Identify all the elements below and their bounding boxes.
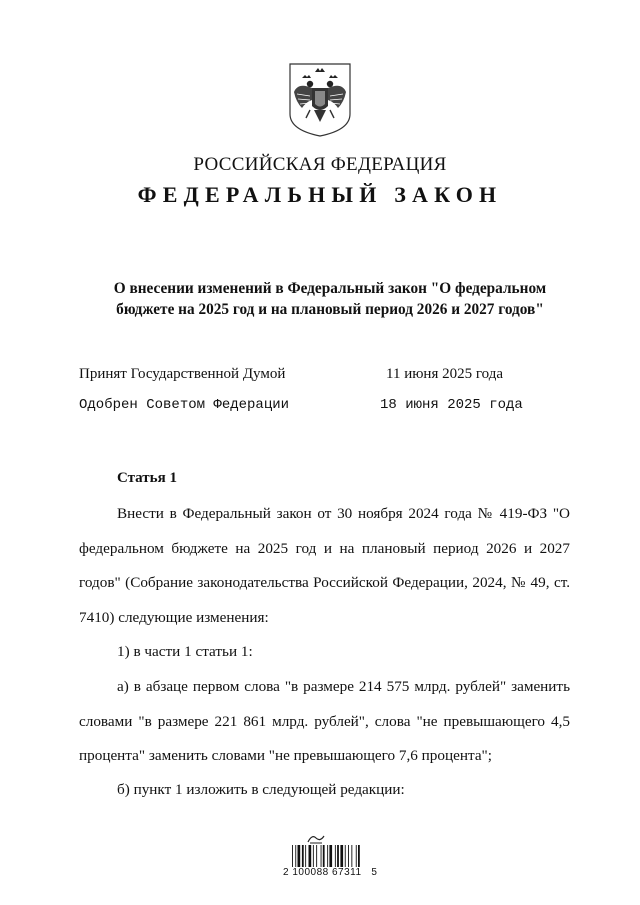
russian-coat-of-arms-icon [288, 62, 352, 138]
barcode-bar [345, 845, 346, 867]
article-title: Статья 1 [117, 470, 177, 486]
barcode-bar [351, 845, 352, 867]
law-name-line-1: О внесении изменений в Федеральный закон "О федеральном [113, 280, 547, 297]
article-item-1b: б) пункт 1 изложить в следующей редакции: [117, 781, 405, 798]
country-name: РОССИЙСКАЯ ФЕДЕРАЦИЯ [193, 154, 447, 175]
barcode-bar [335, 845, 336, 867]
barcode-bar [309, 845, 312, 867]
law-name [60, 278, 600, 320]
barcode-bar [356, 845, 357, 867]
barcode-bar [358, 845, 360, 867]
law-name-line-2: бюджете на 2025 год и на плановый период 2026 и 2027 годов" [116, 301, 544, 318]
barcode-mark-icon [306, 832, 326, 844]
duma-adoption-date: 11 июня 2025 года [386, 366, 503, 382]
barcode-bar [295, 845, 296, 867]
barcode-bar [298, 845, 301, 867]
barcode-bar [327, 845, 328, 867]
barcode-bar [316, 845, 317, 867]
barcode-icon [292, 845, 374, 867]
barcode-bar [321, 845, 322, 867]
barcode-bar [348, 845, 349, 867]
barcode-number: 2 100088 67311 5 [283, 867, 378, 878]
barcode-bar [329, 845, 332, 867]
barcode-bar [305, 845, 306, 867]
council-approval-date: 18 июня 2025 года [380, 397, 523, 413]
barcode-bar [340, 845, 343, 867]
barcode-bar [313, 845, 314, 867]
article-item-1a: а) в абзаце первом слова "в размере 214 575 млрд. рублей" заменить словами "в размере 221 861 млрд. рублей", слова "не превышающего 4,5 процента" заменить словами "не превышающего 7,6 процента"; [79, 678, 570, 764]
duma-adoption-label: Принят Государственной Думой [79, 366, 286, 382]
barcode-bar [302, 845, 304, 867]
barcode-bar [292, 845, 293, 867]
document-type-title: ФЕДЕРАЛЬНЫЙ ЗАКОН [137, 182, 503, 207]
barcode-bar [323, 845, 325, 867]
article-item-1: 1) в части 1 статьи 1: [117, 643, 253, 660]
barcode-bar [337, 845, 339, 867]
article-intro: Внести в Федеральный закон от 30 ноября 2024 года № 419-ФЗ "О федеральном бюджете на 2025 год и на плановый период 2026 и 2027 годов" (Собрание законодательства Российской Федерации, 2024, № 49, ст. 7410) следующие изменения: [79, 505, 570, 626]
council-approval-label: Одобрен Советом Федерации [79, 397, 290, 413]
